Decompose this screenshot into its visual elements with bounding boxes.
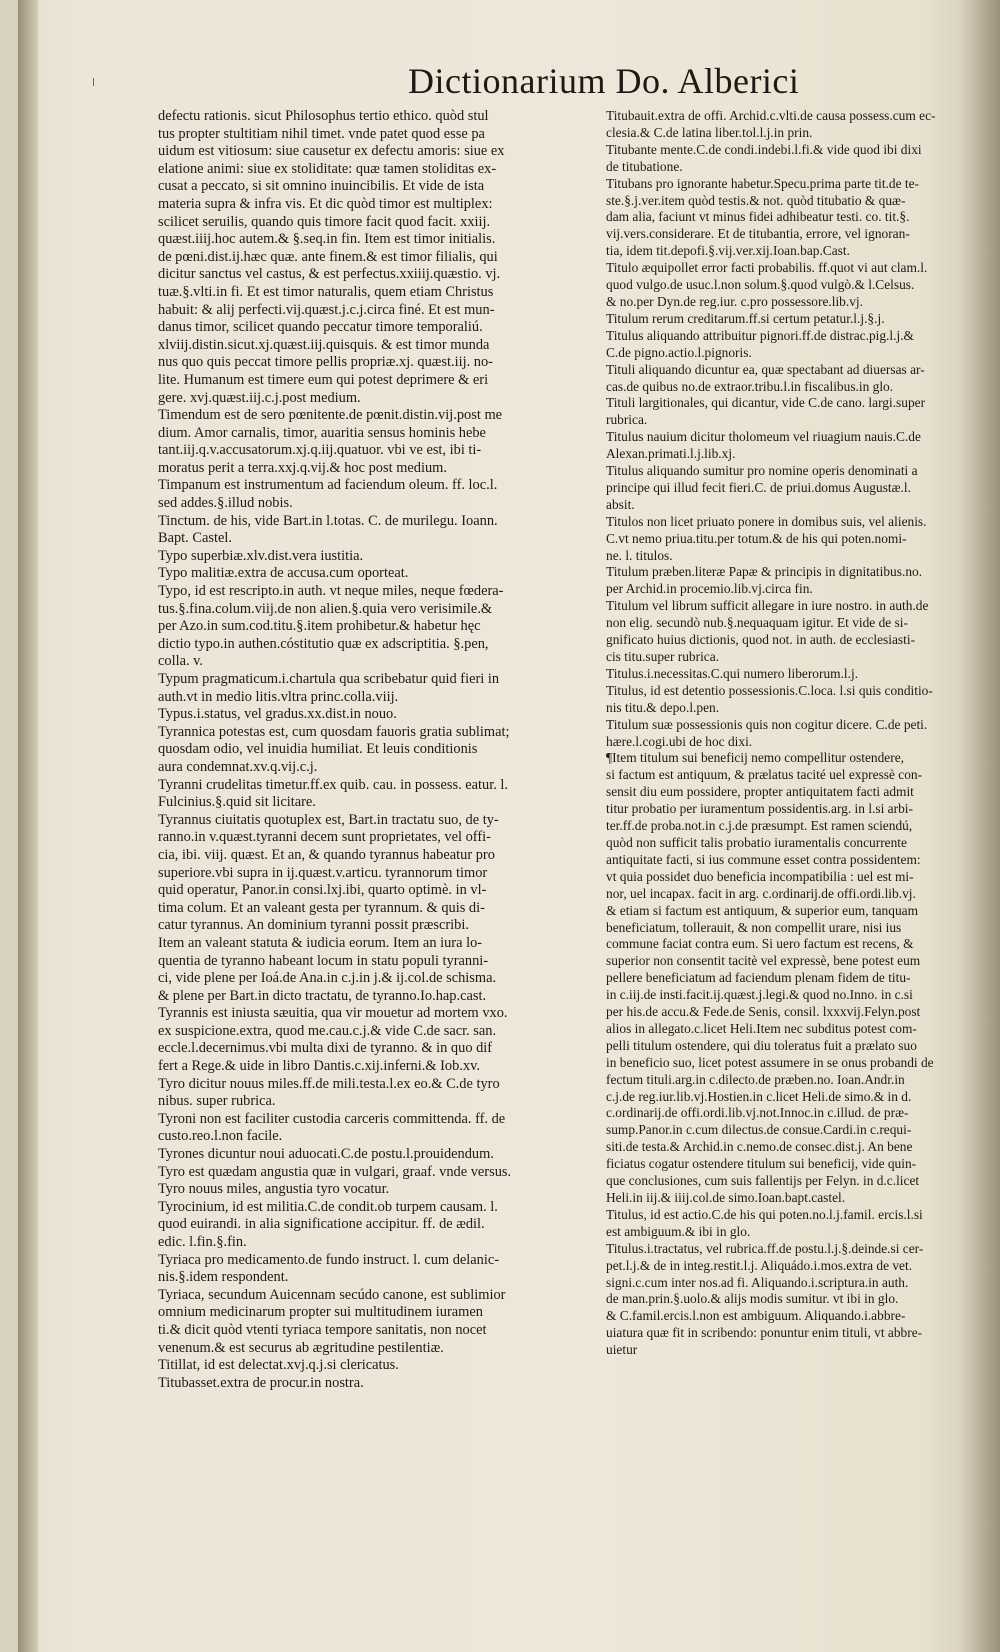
left-column-line: Tyranni crudelitas timetur.ff.ex quib. cau. in possess. eatur. l. <box>158 776 509 793</box>
right-column-line: & C.famil.ercis.l.non est ambiguum. Aliquando.i.abbre- <box>606 1308 906 1324</box>
book-page <box>18 0 1000 1652</box>
right-column-line: Titulum vel librum sufficit allegare in iure nostro. in auth.de <box>606 598 929 614</box>
left-column-line: danus timor, scilicet quando peccatur timore temporaliú. <box>158 319 483 336</box>
left-column-line: Tyrannica potestas est, cum quosdam fauoris gratia sublimat; <box>158 723 510 740</box>
right-column-line: Titulus.i.necessitas.C.qui numero liberorum.l.j. <box>606 665 859 681</box>
right-column <box>606 108 1000 1359</box>
right-column-line: non elig. secundò nub.§.nequaquam igitur. Et vide de si- <box>606 615 908 631</box>
left-column-line: tima colum. Et an valeant gesta per tyrannum. & quis di- <box>158 899 485 916</box>
left-column-line: auth.vt in medio litis.vltra princ.colla.viij. <box>158 688 399 705</box>
left-column-line: Tyriaca, secundum Auicennam secúdo canone, est sublimior <box>158 1286 506 1303</box>
right-column-line: quod vulgo.de usuc.l.non solum.§.quod vulgò.& l.Celsus. <box>606 277 915 293</box>
left-column-line: Typo malitiæ.extra de accusa.cum oporteat. <box>158 565 409 582</box>
left-column-line: Timendum est de sero pœnitente.de pœnit.distin.vij.post me <box>158 407 503 424</box>
right-column-line: Titulus.i.tractatus, vel rubrica.ff.de postu.l.j.§.deinde.si cer- <box>606 1240 924 1256</box>
left-column-line: Timpanum est instrumentum ad faciendum oleum. ff. loc.l. <box>158 477 498 494</box>
right-column-line: beneficiatum, tollerauit, & non compellit urare, nisi ius <box>606 919 902 935</box>
right-column-line: quòd non sufficit talis probatio iuramentalis concurrente <box>606 834 907 850</box>
left-column-line: eccle.l.decernimus.vbi multa dixi de tyranno. & in quo dif <box>158 1040 493 1057</box>
right-column-line: sump.Panor.in c.cum dilectus.de consue.Cardi.in c.requi- <box>606 1122 912 1138</box>
right-column-line: Titulum rerum creditarum.ff.si certum petatur.l.j.§.j. <box>606 310 885 326</box>
left-column-line: quid operatur, Panor.in consi.lxj.ibi, quarto optimè. in vl- <box>158 882 487 899</box>
right-column-line: tia, idem tit.depofi.§.vij.ver.xij.Ioan.bap.Cast. <box>606 243 850 259</box>
left-column-line: ranno.in v.quæst.tyranni decem sunt proprietates, vel offi- <box>158 829 491 846</box>
right-column-line: Alexan.primati.l.j.lib.xj. <box>606 446 736 462</box>
right-column-line: Titulus aliquando sumitur pro nomine operis denominati a <box>606 463 918 479</box>
margin-mark <box>93 78 94 86</box>
left-column-line: scilicet seruilis, quando quis timore facit quod facit. xxiij. <box>158 213 491 230</box>
right-column-line: per his.de accu.& Fede.de Senis, consil. lxxxvij.Felyn.post <box>606 1004 921 1020</box>
left-column-line: colla. v. <box>158 653 204 670</box>
left-column-line: cia, ibi. viij. quæst. Et an, & quando tyrannus habeatur pro <box>158 846 495 863</box>
left-column-line: materia supra & infra vis. Et dic quòd timor est multiplex: <box>158 195 493 212</box>
left-column-line: cusat a peccato, si sit omnino inuincibilis. Et vide de ista <box>158 178 485 195</box>
left-column-line: catur tyrannus. An dominium tyranni possit præscribi. <box>158 917 469 934</box>
right-column-line: Titulus aliquando attribuitur pignori.ff.de distrac.pig.l.j.& <box>606 327 914 343</box>
right-column-line: alios in allegato.c.licet Heli.Item nec subditus potest com- <box>606 1020 917 1036</box>
right-column-line: uiatura quæ fit in scribendo: ponuntur enim tituli, vt abbre- <box>606 1325 923 1341</box>
right-column-line: Titulum præben.literæ Papæ & principis in dignitatibus.no. <box>606 564 923 580</box>
right-column-line: in beneficio suo, licet potest assumere in se onus probandi de <box>606 1054 934 1070</box>
right-column-line: C.vt nemo priua.titu.per totum.& de his qui poten.nomi- <box>606 530 907 546</box>
left-column-line: tant.iij.q.v.accusatorum.xj.q.iij.quatuor. vbi ve est, ibi ti- <box>158 442 482 459</box>
left-column-line: Titillat, id est delectat.xvj.q.j.si clericatus. <box>158 1357 399 1374</box>
left-column-line: Titubasset.extra de procur.in nostra. <box>158 1374 364 1391</box>
left-column-line: quæst.iiij.hoc autem.& §.seq.in fin. Item est timor initialis. <box>158 231 496 248</box>
right-column-line: in c.iij.de insti.facit.ij.quæst.j.legi.& quod no.Inno. in c.si <box>606 987 913 1003</box>
right-column-line: Titubans pro ignorante habetur.Specu.prima parte tit.de te- <box>606 175 919 191</box>
left-column-line: tus.§.fina.colum.viij.de non alien.§.quia vero verisimile.& <box>158 600 493 617</box>
right-column-line: Heli.in iij.& iiij.col.de simo.Ioan.bapt.castel. <box>606 1190 846 1205</box>
right-column-line: Titulo æquipollet error facti probabilis. ff.quot vi aut clam.l. <box>606 260 928 276</box>
right-column-line: vij.vers.considerare. Et de titubantia, errore, vel ignoran- <box>606 226 910 242</box>
left-column-line: quod euirandi. in alia significatione accipitur. ff. de ædil. <box>158 1216 485 1233</box>
left-column-line: omnium medicinarum propter sui multitudinem iuramen <box>158 1304 483 1321</box>
right-column-line: pet.l.j.& de in integ.restit.l.j. Aliquádo.i.mos.extra de vet. <box>606 1257 913 1273</box>
right-column-line: cas.de quibus no.de extraor.tribu.l.in fiscalibus.in glo. <box>606 378 894 394</box>
left-column-line: nis.§.idem respondent. <box>158 1269 289 1286</box>
left-column-line: per Azo.in sum.cod.titu.§.item prohibetur.& habetur hęc <box>158 618 481 635</box>
right-column-line: antiquitate facti, si ius commune esset contra possidentem: <box>606 851 921 867</box>
right-column-line: Tituli aliquando dicuntur ea, quæ spectabant ad diuersas ar- <box>606 361 925 377</box>
right-column-line: Titulus, id est actio.C.de his qui poten.no.l.j.famil. ercis.l.si <box>606 1206 923 1222</box>
left-column-line: edic. l.fin.§.fin. <box>158 1234 247 1250</box>
right-column-line: c.j.de reg.iur.lib.vj.Hostien.in c.licet Heli.de simo.& in d. <box>606 1088 912 1104</box>
right-column-line: & no.per Dyn.de reg.iur. c.pro possessore.lib.vj. <box>606 293 863 309</box>
right-column-line: uietur <box>606 1342 638 1358</box>
right-column-line: dam alia, faciunt vt minus fidei adhibeatur testi. co. tit.§. <box>606 209 910 225</box>
left-column-line: venenum.& est securus ab ægritudine pestilentiæ. <box>158 1339 444 1356</box>
left-column-line: ex suspicione.extra, quod me.cau.c.j.& vide C.de sacr. san. <box>158 1022 497 1039</box>
page-gutter <box>18 0 38 1652</box>
left-column-line: Typus.i.status, vel gradus.xx.dist.in nouo. <box>158 706 397 723</box>
right-column-line: nis titu.& depo.l.pen. <box>606 699 720 715</box>
left-column-line: fert a Rege.& uide in libro Dantis.c.xij.inferni.& Iob.xv. <box>158 1058 480 1075</box>
right-column-line: que conclusiones, cum suis fallentijs per Felyn. in d.c.licet <box>606 1173 920 1189</box>
left-column-line: Tyro nouus miles, angustia tyro vocatur. <box>158 1181 390 1198</box>
left-column-line: elatione animi: siue ex stoliditate: quæ tamen stoliditas ex- <box>158 160 497 177</box>
left-column-line: Typo superbiæ.xlv.dist.vera iustitia. <box>158 547 364 564</box>
left-column <box>158 108 614 1392</box>
left-column-line: dium. Amor carnalis, timor, auaritia sensus hominis hebe <box>158 424 486 441</box>
right-column-line: fectum tituli.arg.in c.dilecto.de præben.no. Ioan.Andr.in <box>606 1071 905 1087</box>
left-column-line: ti.& dicit quòd vtenti tyriaca tempore sanitatis, non nocet <box>158 1321 487 1338</box>
right-column-line: & etiam si factum est antiquum, & superior eum, tanquam <box>606 902 919 918</box>
right-column-line: si factum est antiquum, & prælatus tacité uel expressè con- <box>606 767 923 783</box>
left-column-line: Tyriaca pro medicamento.de fundo instruct. l. cum delanic- <box>158 1251 500 1268</box>
left-column-line: Fulcinius.§.quid sit licitare. <box>158 794 316 811</box>
left-column-line: quosdam odio, vel inuidia humiliat. Et leuis conditionis <box>158 741 478 758</box>
right-column-line: siti.de testa.& Archid.in c.nemo.de consec.dist.j. An bene <box>606 1139 913 1155</box>
left-column-line: tus propter stultitiam nihil timet. vnde patet quod esse pa <box>158 125 485 142</box>
running-head: Dictionarium Do. Alberici <box>408 61 800 101</box>
right-column-line: Tituli largitionales, qui dicantur, vide C.de cano. largi.super <box>606 395 926 411</box>
left-column-line: Tyrannis est iniusta sæuitia, qua vir mouetur ad mortem vxo. <box>158 1005 508 1022</box>
left-column-line: quentia de tyranno habeant locum in statu populi tyranni- <box>158 952 489 969</box>
right-column-line: ne. l. titulos. <box>606 547 673 563</box>
right-column-line: nor, uel incapax. facit in arg. c.ordinarij.de offi.ordi.lib.vj. <box>606 885 916 901</box>
left-column-line: Tyrannus ciuitatis quotuplex est, Bart.in tractatu suo, de ty- <box>158 811 499 828</box>
left-column-line: Item an valeant statuta & iudicia eorum. Item an iura lo- <box>158 934 483 951</box>
right-column-line: gnificato huius dictionis, quod not. in auth. de ecclesiasti- <box>606 632 916 648</box>
left-column-line: Tyrocinium, id est militia.C.de condit.ob turpem causam. l. <box>158 1198 498 1215</box>
left-column-line: nibus. super rubrica. <box>158 1093 276 1110</box>
left-column-line: dicitur sanctus vel castus, & est perfectus.xxiiij.quæstio. vj. <box>158 266 501 283</box>
left-column-line: sed addes.§.illud nobis. <box>158 495 293 512</box>
right-column-line: pellere beneficiatum ad faciendum plenam fidem de titu- <box>606 970 911 986</box>
right-column-line: de man.prin.§.uolo.& alijs modis sumitur. vt ibi in glo. <box>606 1291 899 1307</box>
right-column-line: rubrica. <box>606 412 648 428</box>
left-column-line: & plene per Bart.in dicto tractatu, de tyranno.Io.hap.cast. <box>158 987 487 1004</box>
left-column-line: uidum est vitiosum: siue causetur ex defectu amoris: siue ex <box>158 143 505 160</box>
right-column-line: clesia.& C.de latina liber.tol.l.j.in prin. <box>606 124 813 140</box>
right-column-line: cis titu.super rubrica. <box>606 649 720 664</box>
left-column-line: nus quo quis peccat timore pellis propriæ.xj. quæst.iij. no- <box>158 354 493 371</box>
right-column-line: vt quia possidet duo beneficia incompatibilia : uel est mi- <box>606 868 914 884</box>
left-column-line: superiore.vbi supra in ij.quæst.v.articu. tyrannorum timor <box>158 864 488 881</box>
right-column-line: de titubatione. <box>606 158 683 174</box>
right-column-line: hære.l.cogi.ubi de hoc dixi. <box>606 733 753 749</box>
left-column-line: Tyrones dicuntur noui aduocati.C.de postu.l.prouidendum. <box>158 1146 494 1163</box>
right-column-line: Titulus, id est detentio possessionis.C.loca. l.si quis conditio- <box>606 682 933 698</box>
right-column-line: signi.c.cum inter nos.ad fi. Aliquando.i.scriptura.in auth. <box>606 1274 909 1290</box>
right-column-line: commune faciat contra eum. Si uero factum est recens, & <box>606 936 914 952</box>
left-column-line: xlviij.distin.sicut.xj.quæst.iij.quisquis. & est timor munda <box>158 336 490 353</box>
left-column-line: gere. xvj.quæst.iij.c.j.post medium. <box>158 389 361 406</box>
left-column-line: Tyroni non est faciliter custodia carceris committenda. ff. de <box>158 1110 506 1127</box>
left-column-line: Tinctum. de his, vide Bart.in l.totas. C. de murilegu. Ioann. <box>158 512 498 529</box>
right-column-line: c.ordinarij.de offi.ordi.lib.vj.not.Innoc.in c.illud. de præ- <box>606 1105 909 1121</box>
left-column-line: aura condemnat.xv.q.vij.c.j. <box>158 758 318 775</box>
left-column-line: Typo, id est rescripto.in auth. vt neque miles, neque fœdera- <box>158 583 504 600</box>
right-column-line: Titubauit.extra de offi. Archid.c.vlti.de causa possess.cum ec- <box>606 108 936 123</box>
left-column-line: ci, vide plene per Ioá.de Ana.in c.j.in j.& ij.col.de schisma. <box>158 970 497 987</box>
left-column-line: tuæ.§.vlti.in fi. Et est timor naturalis, quem etiam Christus <box>158 283 494 300</box>
right-column-line: ¶Item titulum sui beneficij nemo compellitur ostendere, <box>606 750 904 766</box>
left-column-line: lite. Humanum est timere eum qui potest deprimere & eri <box>158 371 489 388</box>
right-column-line: Titulum suæ possessionis quis non cogitur dicere. C.de peti. <box>606 716 928 732</box>
left-column-line: Typum pragmaticum.i.chartula qua scribebatur quid fieri in <box>158 671 500 687</box>
right-column-line: Titubante mente.C.de condi.indebi.l.fi.& vide quod ibi dixi <box>606 141 922 157</box>
left-column-line: custo.reo.l.non facile. <box>158 1128 283 1145</box>
left-column-line: dictio typo.in authen.cóstitutio quæ ex adscriptitia. §.pen, <box>158 635 489 652</box>
right-column-line: sensit diu eum possidere, propter antiquitatem facti admit <box>606 784 914 800</box>
left-column-line: Tyro dicitur nouus miles.ff.de mili.testa.l.ex eo.& C.de tyro <box>158 1075 500 1092</box>
right-column-line: pelli titulum ostendere, qui diu toleratus fuit a prælato suo <box>606 1037 917 1053</box>
right-column-line: C.de pigno.actio.l.pignoris. <box>606 344 752 360</box>
right-column-line: est ambiguum.& ibi in glo. <box>606 1223 751 1239</box>
left-column-line: Bapt. Castel. <box>158 530 232 547</box>
right-column-line: per Archid.in procemio.lib.vj.circa fin. <box>606 581 813 597</box>
left-column-line: defectu rationis. sicut Philosophus tertio ethico. quòd stul <box>158 108 489 124</box>
right-column-line: Titulos non licet priuato ponere in domibus suis, vel alienis. <box>606 513 927 529</box>
right-column-line: titur probatio per iuramentum possidentis.arg. in l.si arbi- <box>606 801 913 817</box>
left-column-line: habuit: & alij perfecti.vij.quæst.j.c.j.circa finé. Et est mun- <box>158 301 495 318</box>
right-column-line: ste.§.j.ver.item quòd testis.& not. quòd titubatio & quæ- <box>606 192 906 208</box>
right-column-line: principe qui illud fecit fieri.C. de priui.domus Augustæ.l. <box>606 479 911 495</box>
left-column-line: de pœni.dist.ij.hæc quæ. ante finem.& est timor filialis, qui <box>158 248 498 265</box>
left-column-line: Tyro est quædam angustia quæ in vulgari, graaf. vnde versus. <box>158 1163 512 1180</box>
right-column-line: superior non consentit tacitè vel expressè, bene potest eum <box>606 953 921 969</box>
right-column-line: ter.ff.de proba.not.in c.j.de præsumpt. Est ramen sciendú, <box>606 818 913 834</box>
right-column-line: absit. <box>606 496 635 512</box>
left-column-line: moratus perit a terra.xxj.q.vij.& hoc post medium. <box>158 459 447 476</box>
right-column-line: Titulus nauium dicitur tholomeum vel riuagium nauis.C.de <box>606 429 921 445</box>
right-column-line: ficiatus cogatur ostendere titulum sui beneficij, vide quin- <box>606 1156 917 1172</box>
